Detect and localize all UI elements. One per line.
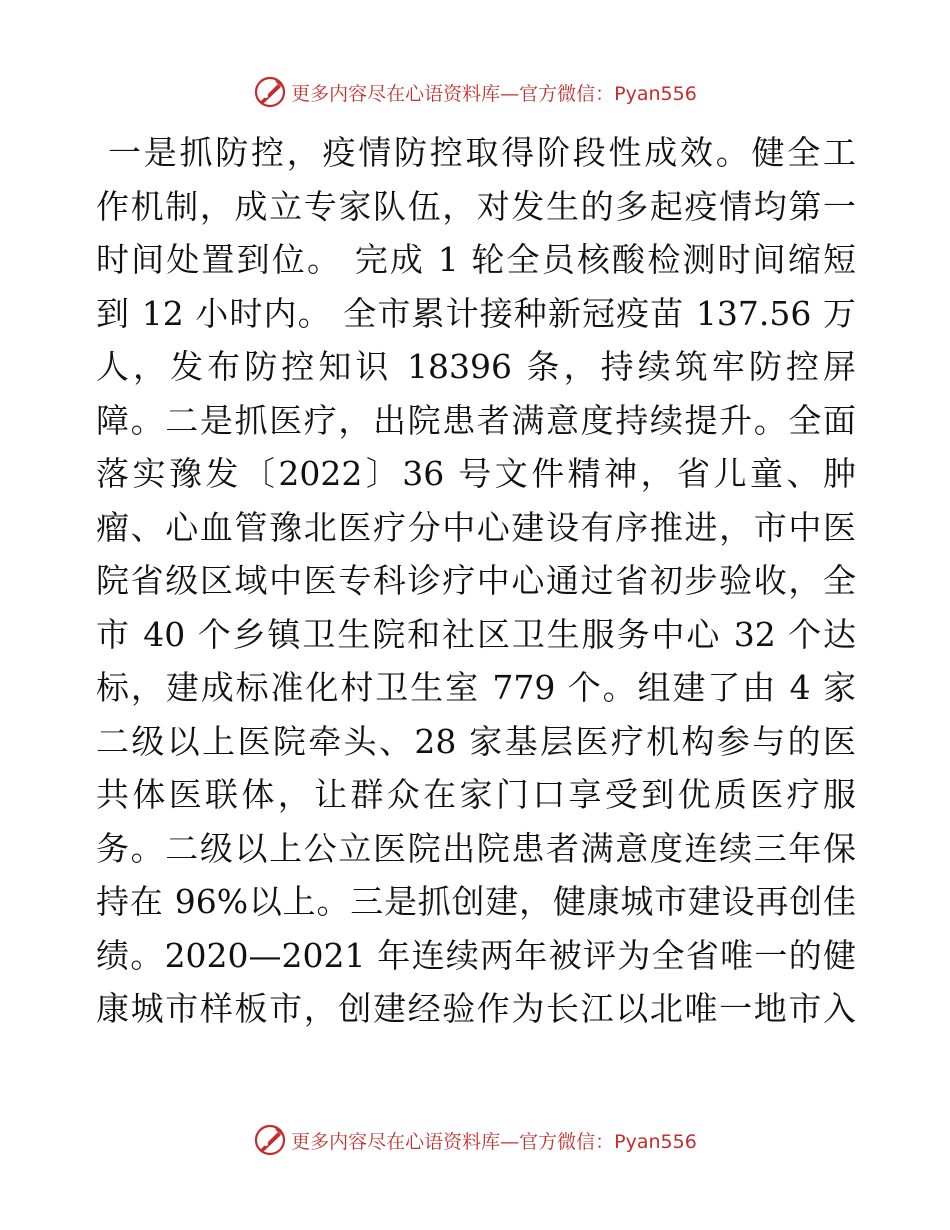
text-line: 共体医联体，让群众在家门口享受到优质医疗服	[96, 775, 856, 814]
text-line: 人，发布防控知识 18396 条，持续筑牢防控屏	[96, 347, 856, 386]
header-banner-label: 更多内容尽在心语资料库—官方微信：	[291, 82, 615, 105]
quill-seal-icon	[253, 1123, 287, 1157]
text-line: 时间处置到位。 完成 1 轮全员核酸检测时间缩短	[96, 240, 856, 279]
text-line: 绩。2020—2021 年连续两年被评为全省唯一的健	[96, 935, 856, 975]
text-line: 标，建成标准化村卫生室 779 个。组建了由 4 家	[96, 668, 856, 707]
text-line: 落实豫发〔2022〕36 号文件精神，省儿童、肿	[96, 454, 856, 493]
header-watermark-banner	[0, 72, 950, 112]
text-line: 一是抓防控，疫情防控取得阶段性成效。健全工	[108, 133, 856, 172]
footer-banner-label: 更多内容尽在心语资料库—官方微信：	[291, 1130, 615, 1153]
text-line: 障。二是抓医疗，出院患者满意度持续提升。全面	[96, 400, 856, 440]
text-line: 市 40 个乡镇卫生院和社区卫生服务中心 32 个达	[96, 614, 856, 654]
text-line: 二级以上医院牵头、28 家基层医疗机构参与的医	[96, 721, 856, 761]
text-line: 院省级区域中医专科诊疗中心通过省初步验收，全	[96, 561, 856, 600]
text-line: 瘤、心血管豫北医疗分中心建设有序推进，市中医	[96, 507, 856, 547]
text-line: 持在 96%以上。三是抓创建，健康城市建设再创佳	[96, 882, 856, 921]
header-wechat-id: Pyan556	[614, 82, 697, 105]
text-line: 务。二级以上公立医院出院患者满意度连续三年保	[96, 828, 856, 868]
text-line: 作机制，成立专家队伍，对发生的多起疫情均第一	[96, 186, 856, 226]
text-line: 康城市样板市，创建经验作为长江以北唯一地市入	[96, 989, 856, 1028]
footer-wechat-id: Pyan556	[614, 1130, 697, 1153]
quill-seal-icon	[253, 75, 287, 109]
footer-banner-text	[291, 1127, 697, 1154]
header-banner-text	[291, 79, 697, 106]
footer-watermark-banner	[0, 1120, 950, 1160]
body-paragraph	[96, 126, 856, 1036]
text-line: 到 12 小时内。 全市累计接种新冠疫苗 137.56 万	[96, 293, 856, 333]
